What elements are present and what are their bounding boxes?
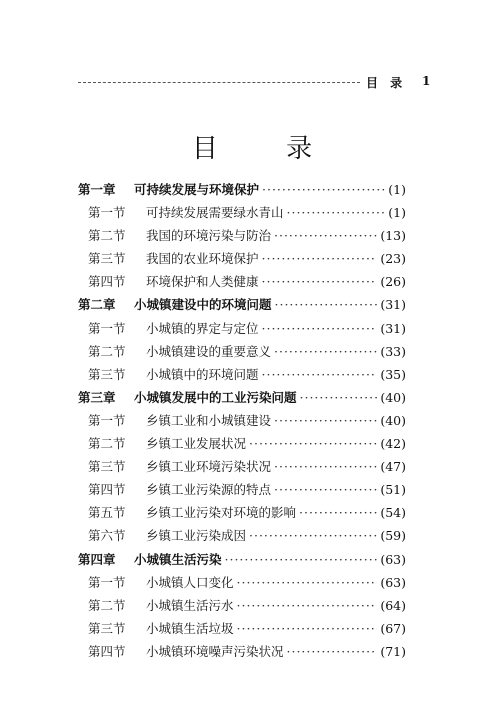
running-head: 目 录	[366, 76, 407, 90]
toc-number: 第二节	[88, 597, 126, 613]
toc-title: 乡镇工业和小城镇建设	[146, 412, 272, 428]
toc-section	[78, 573, 406, 596]
toc-section	[78, 642, 406, 665]
toc-number: 第三节	[88, 620, 126, 636]
toc-section	[78, 526, 406, 549]
toc-leader	[274, 459, 377, 474]
toc-leader	[262, 274, 378, 289]
toc-number: 第二节	[88, 436, 126, 452]
toc-section	[78, 319, 406, 342]
toc-section	[78, 226, 406, 249]
toc-title: 小城镇人口变化	[146, 574, 234, 590]
toc-page: (51)	[380, 482, 406, 498]
toc-title: 环境保护和人类健康	[146, 274, 259, 290]
toc-section	[78, 203, 406, 226]
toc-title: 小城镇生活污染	[134, 551, 222, 567]
toc-leader	[300, 390, 378, 405]
toc-leader	[262, 321, 378, 336]
toc-page: (59)	[380, 528, 406, 544]
toc-page: (13)	[380, 228, 406, 244]
toc-leader	[262, 182, 385, 197]
toc-title: 可持续发展与环境保护	[134, 182, 260, 197]
toc-title: 小城镇环境噪声污染状况	[146, 643, 284, 659]
toc-leader	[249, 528, 377, 543]
toc-number: 第二节	[88, 228, 126, 244]
toc-title: 乡镇工业污染成因	[146, 528, 247, 544]
toc-number: 第三节	[88, 251, 126, 267]
toc-title: 小城镇的界定与定位	[146, 320, 259, 336]
toc-chapter	[78, 180, 406, 203]
toc-leader	[262, 251, 378, 266]
toc-page: (40)	[380, 389, 406, 405]
toc-title: 乡镇工业环境污染状况	[146, 459, 272, 475]
toc-chapter	[78, 550, 406, 573]
toc-section	[78, 480, 406, 503]
toc-section	[78, 457, 406, 480]
toc-leader	[274, 228, 377, 243]
toc-title: 小城镇建设的重要意义	[146, 343, 272, 359]
toc-leader	[287, 205, 386, 220]
toc-number: 第一节	[88, 574, 126, 590]
toc-page: (67)	[380, 620, 406, 636]
toc-section	[78, 272, 406, 295]
toc-number: 第三节	[88, 366, 126, 382]
toc-section	[78, 596, 406, 619]
toc-page: (64)	[380, 597, 406, 613]
table-of-contents	[78, 180, 406, 665]
toc-number: 第三章	[78, 389, 116, 405]
toc-number: 第三节	[88, 459, 126, 475]
toc-leader	[225, 552, 378, 567]
toc-leader	[237, 598, 378, 613]
toc-number: 第四节	[88, 482, 126, 498]
toc-title: 乡镇工业发展状况	[146, 436, 247, 452]
toc-number: 第二节	[88, 343, 126, 359]
toc-section	[78, 249, 406, 272]
toc-page: (26)	[380, 274, 406, 290]
toc-page: (33)	[380, 343, 406, 359]
toc-page: (1)	[388, 205, 406, 221]
toc-section	[78, 365, 406, 388]
toc-number: 第六节	[88, 528, 126, 544]
toc-leader	[287, 644, 378, 659]
toc-title: 小城镇中的环境问题	[146, 366, 259, 382]
toc-page: (31)	[380, 297, 406, 313]
page-title: 目 录	[191, 134, 343, 164]
toc-title: 小城镇生活污水	[146, 597, 234, 613]
toc-page: (31)	[380, 320, 406, 336]
toc-section	[78, 619, 406, 642]
toc-number: 第一节	[88, 205, 126, 221]
toc-page: (35)	[380, 366, 406, 382]
toc-leader	[237, 575, 378, 590]
toc-leader	[274, 413, 377, 428]
toc-number: 第四节	[88, 643, 126, 659]
toc-title: 乡镇工业污染源的特点	[146, 482, 272, 498]
toc-chapter	[78, 295, 406, 318]
toc-page: (40)	[380, 412, 406, 428]
toc-page: (71)	[380, 643, 406, 659]
toc-page: (54)	[380, 505, 406, 521]
toc-number: 第二章	[78, 297, 116, 313]
toc-title: 乡镇工业污染对环境的影响	[146, 505, 297, 521]
toc-leader	[274, 482, 377, 497]
toc-section	[78, 411, 406, 434]
toc-page: (63)	[380, 551, 406, 567]
toc-section	[78, 342, 406, 365]
toc-number: 第四节	[88, 274, 126, 290]
toc-title: 我国的农业环境保护	[146, 251, 259, 267]
toc-chapter	[78, 388, 406, 411]
toc-page: (42)	[380, 436, 406, 452]
toc-page: (63)	[380, 574, 406, 590]
toc-title: 小城镇生活垃圾	[146, 620, 234, 636]
toc-number: 第一节	[88, 412, 126, 428]
toc-title: 可持续发展需要绿水青山	[146, 205, 284, 221]
toc-number: 第五节	[88, 505, 126, 521]
toc-section	[78, 503, 406, 526]
toc-leader	[299, 505, 377, 520]
toc-page: (23)	[380, 251, 406, 267]
toc-title: 我国的环境污染与防治	[146, 228, 272, 244]
header-rule	[78, 82, 360, 83]
toc-page: (1)	[388, 182, 406, 197]
toc-leader	[262, 367, 378, 382]
toc-leader	[275, 297, 378, 312]
page-number: 1	[422, 74, 431, 88]
toc-number: 第一节	[88, 320, 126, 336]
toc-number: 第四章	[78, 551, 116, 567]
toc-leader	[274, 344, 377, 359]
toc-title: 小城镇发展中的工业污染问题	[134, 389, 297, 405]
toc-number: 第一章	[78, 182, 116, 197]
toc-leader	[237, 621, 378, 636]
toc-title: 小城镇建设中的环境问题	[134, 297, 272, 313]
toc-section	[78, 434, 406, 457]
toc-page: (47)	[380, 459, 406, 475]
toc-leader	[249, 436, 377, 451]
